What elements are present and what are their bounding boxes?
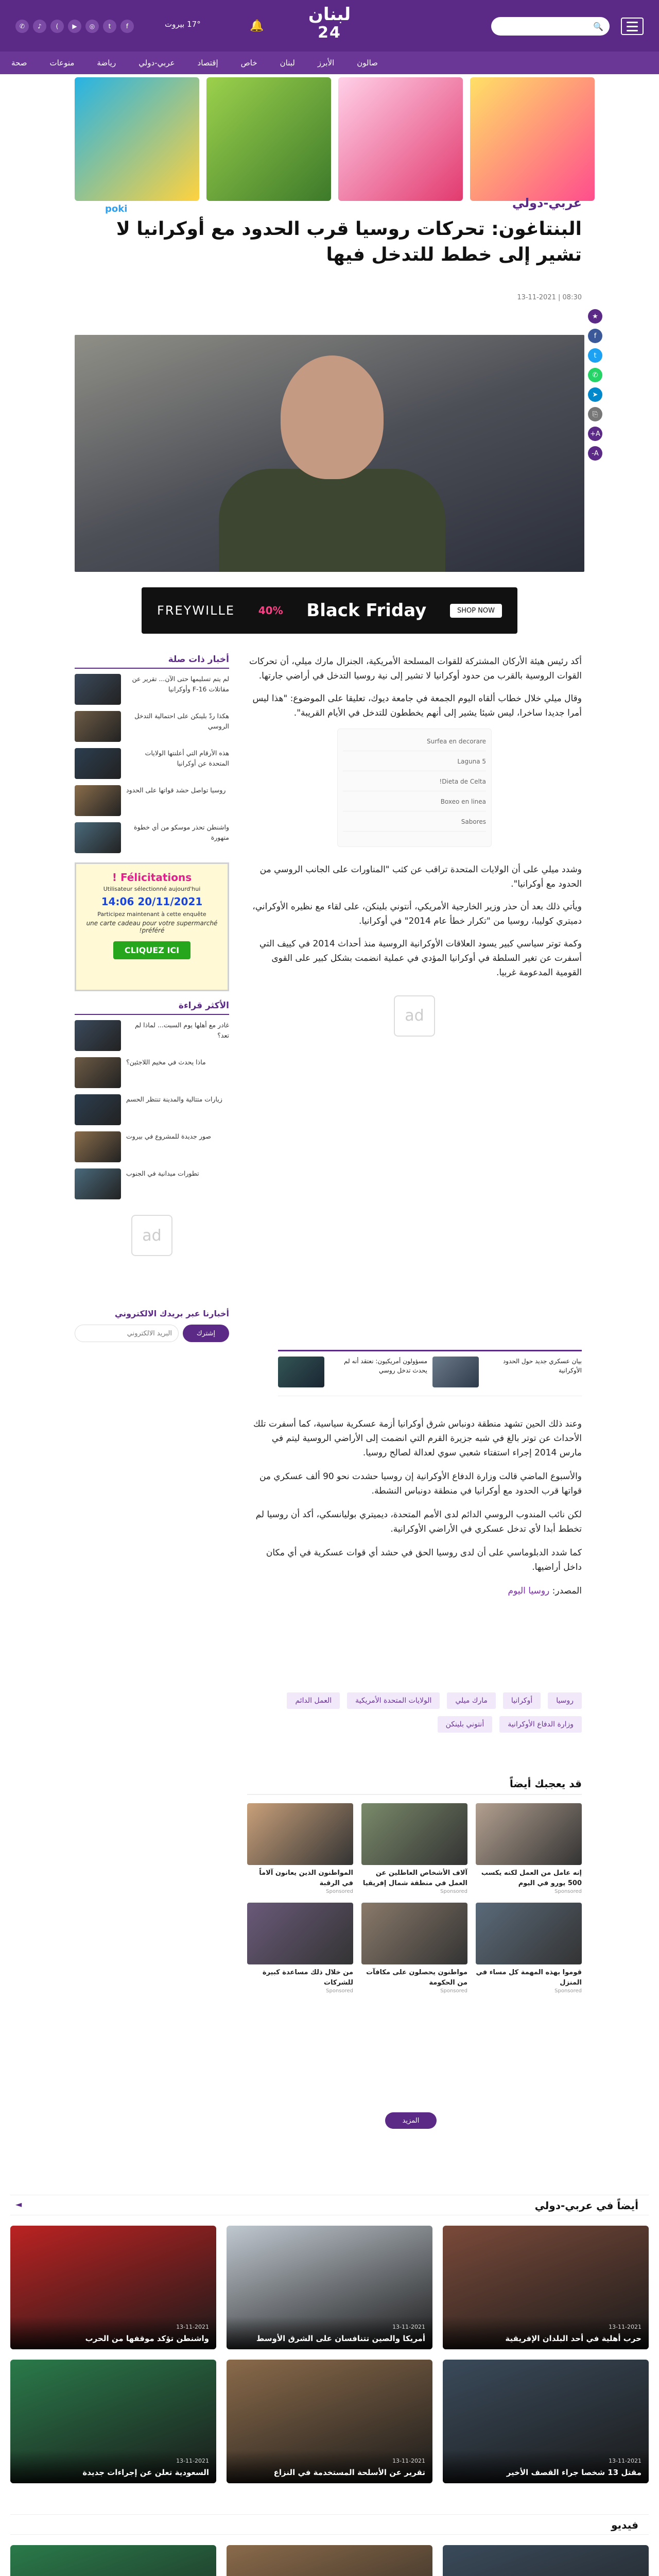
search-icon[interactable]: 🔍: [593, 21, 603, 31]
card-date: 13-11-2021: [176, 2324, 209, 2330]
more-button[interactable]: المزيد: [385, 2112, 437, 2129]
sidebar-item-title[interactable]: صور جديدة للمشروع في بيروت: [126, 1132, 211, 1140]
thumbnail[interactable]: [75, 822, 121, 853]
font-decrease-icon[interactable]: A-: [588, 446, 602, 461]
paragraph: أكد رئيس هيئة الأركان المشتركة للقوات المسلحة الأمريكية، الجنرال مارك ميلي، أن تحركات القوات الروسية بالقرب من حدود أوكرانيا لا تشير إلى نية روسيا التدخل في أراضي جارتها.: [249, 656, 582, 681]
nav-item[interactable]: منوعات: [49, 58, 75, 67]
video-section-header: فيديو: [10, 2514, 649, 2535]
card-image[interactable]: [247, 1903, 353, 1964]
card-date: 13-11-2021: [609, 2324, 641, 2330]
paragraph: وقال ميلي خلال خطاب ألقاه اليوم الجمعة في جامعة ديوك، تعليقا على الموضوع: "هذا ليس أمرا جديدا ساخرا، ليس شيئا يشير إلى أنهم يخططون للتدخل في الأيام القريبة".: [252, 693, 582, 718]
recommended-title: قد يعجبك أيضاً: [247, 1777, 582, 1795]
promo-ad[interactable]: [75, 862, 229, 991]
recommended-card[interactable]: [361, 1903, 467, 1994]
news-card[interactable]: [10, 2360, 216, 2483]
ad-tile[interactable]: [338, 77, 463, 201]
poki-logo[interactable]: poki: [105, 204, 128, 214]
related-box-item[interactable]: بيان عسكري جديد حول الحدود الأوكرانية: [432, 1357, 582, 1396]
youtube-icon[interactable]: ▶: [68, 20, 81, 33]
thumbnail[interactable]: [75, 785, 121, 816]
promo-button[interactable]: CLIQUEZ ICI: [113, 941, 190, 959]
nav-item[interactable]: إقتصاد: [197, 58, 218, 67]
top-bar: [0, 0, 659, 52]
card-image[interactable]: [476, 1803, 582, 1865]
ad-tile[interactable]: [470, 77, 595, 201]
recommended-card[interactable]: [476, 1903, 582, 1994]
ad-tile[interactable]: [75, 77, 199, 201]
sidebar: [75, 654, 229, 1272]
font-increase-icon[interactable]: A+: [588, 427, 602, 441]
source-link[interactable]: روسيا اليوم: [508, 1586, 550, 1596]
card-date: 13-11-2021: [609, 2458, 641, 2464]
banner-title: Black Friday: [306, 600, 427, 621]
card-title[interactable]: إنه عامل من العمل لكنه يكسب 500 يورو في اليوم: [481, 1869, 582, 1887]
sidebar-item[interactable]: [75, 1020, 229, 1051]
sidebar-item[interactable]: [75, 1057, 229, 1088]
sidebar-item[interactable]: [75, 785, 229, 816]
nav-item[interactable]: صحة: [11, 58, 27, 67]
sidebar-item[interactable]: [75, 711, 229, 742]
banner-shop-button[interactable]: SHOP NOW: [450, 604, 502, 618]
copy-link-icon[interactable]: ⎘: [588, 407, 602, 421]
recommended-card[interactable]: [361, 1803, 467, 1894]
email-field[interactable]: [75, 1325, 179, 1342]
bookmark-icon[interactable]: ★: [588, 309, 602, 324]
sidebar-item[interactable]: [75, 1168, 229, 1199]
tag[interactable]: أنتوني بلينكن: [438, 1716, 493, 1733]
nav-item[interactable]: رياضة: [97, 58, 116, 67]
whatsapp-icon[interactable]: ✆: [15, 20, 29, 33]
paragraph: وشدد ميلي على أن الولايات المتحدة تراقب عن كثب "المناورات على الجانب الروسي من الحدود مع أوكرانيا".: [259, 865, 582, 889]
card-image[interactable]: [361, 1803, 467, 1865]
thumbnail[interactable]: [75, 748, 121, 779]
sidebar-item[interactable]: [75, 748, 229, 779]
news-card[interactable]: [443, 2360, 649, 2483]
social-icons: [15, 20, 134, 33]
card-title[interactable]: واشنطن تؤكد موقفها من الحرب: [85, 2334, 209, 2343]
nav-item[interactable]: صالون: [357, 58, 378, 67]
ad-placeholder-icon: ad: [131, 1215, 172, 1256]
tiktok-icon[interactable]: ♪: [33, 20, 46, 33]
paragraph: والأسبوع الماضي قالت وزارة الدفاع الأوكرانية إن روسيا حشدت نحو 90 ألف عسكري من قواتها قرب الحدود مع أوكرانيا في منطقة دونباس النشطة.: [259, 1471, 582, 1496]
thumbnail[interactable]: [75, 1057, 121, 1088]
article-date: 08:30 | 13-11-2021: [517, 294, 582, 301]
card-image[interactable]: [247, 1803, 353, 1865]
tag[interactable]: وزارة الدفاع الأوكرانية: [499, 1716, 582, 1733]
sidebar-item[interactable]: [75, 1094, 229, 1125]
game-ad-row[interactable]: [75, 77, 595, 201]
sidebar-item-title[interactable]: غادر مع أهلها يوم السبت... لماذا لم تعد؟: [135, 1021, 229, 1039]
hero-image: [75, 335, 584, 572]
twitter-share-icon[interactable]: t: [588, 348, 602, 363]
recommended-card[interactable]: [476, 1803, 582, 1894]
rss-icon[interactable]: ): [50, 20, 64, 33]
paragraph: لكن نائب المندوب الروسي الدائم لدى الأمم المتحدة، ديميتري بوليانسكي، أكد أن روسيا لم تخطط أبدا لأي تدخل عسكري في الأراضي الأوكرانية.: [255, 1510, 582, 1534]
tag[interactable]: مارك ميلي: [447, 1692, 496, 1709]
facebook-icon[interactable]: f: [120, 20, 134, 33]
thumbnail[interactable]: [75, 674, 121, 705]
card-title[interactable]: من خلال ذلك مساعدة كبيرة للشركات: [262, 1969, 353, 1987]
paragraph: وكمة توتر سياسي كبير يسود العلاقات الأوكرانية الروسية منذ أحداث 2014 في كييف التي أسفرت عن تغير السلطة في أوكرانيا المؤدي في عملية انضمت بشكل كبير على القوى القومية المدعومة غربيا.: [259, 939, 582, 978]
card-source: Sponsored: [326, 1889, 353, 1894]
promo-text: Participez maintenant à cette enquête: [97, 911, 206, 918]
menu-icon[interactable]: [621, 18, 644, 35]
card-title[interactable]: قوموا بهذه المهمة كل مساء في المنزل: [476, 1969, 582, 1987]
card-title[interactable]: مواطنون يحصلون على مكافآت من الحكومة: [366, 1969, 467, 1987]
site-logo[interactable]: لبنان 24: [308, 4, 351, 42]
paragraph: كما شدد الدبلوماسي على أن لدى روسيا الحق في حشد أي قوات عسكرية في أي مكان داخل أراضيها.: [266, 1548, 582, 1572]
promo-title: Félicitations !: [112, 871, 192, 884]
video-card[interactable]: [443, 2545, 649, 2576]
card-title[interactable]: السعودية تعلن عن إجراءات جديدة: [82, 2468, 209, 2477]
card-title[interactable]: حرب أهلية في أحد البلدان الإفريقية: [505, 2334, 641, 2343]
thumbnail[interactable]: [75, 1131, 121, 1162]
paragraph: ويأتي ذلك بعد أن حذر وزير الخارجية الأمريكي، أنتوني بلينكن، على لقاء مع نظيره الأوكراني، دميتري كوليبا، روسيا من "تكرار خطأ عام 2014" في أوكرانيا.: [252, 902, 582, 926]
card-source: Sponsored: [440, 1988, 467, 1994]
tag[interactable]: أوكرانيا: [503, 1692, 541, 1709]
news-card[interactable]: [443, 2226, 649, 2349]
news-card[interactable]: [227, 2226, 432, 2349]
news-card[interactable]: [227, 2360, 432, 2483]
sidebar-item[interactable]: [75, 674, 229, 705]
banner-brand: FREYWILLE: [157, 603, 235, 618]
sidebar-item-title[interactable]: هذه الأرقام التي أعلنتها الولايات المتحدة عن أوكرانيا: [145, 749, 229, 767]
sidebar-item-title[interactable]: تطورات ميدانية في الجنوب: [126, 1170, 199, 1177]
article-body: [247, 654, 582, 1052]
sidebar-item-title[interactable]: هكذا ردّ بلينكن على احتمالية التدخل الروسي: [134, 712, 229, 730]
newsletter: [75, 1309, 229, 1342]
arrow-icon[interactable]: ◄: [15, 2199, 22, 2209]
tag[interactable]: الولايات المتحدة الأمريكية: [347, 1692, 440, 1709]
popular-title: الأكثر قراءة: [75, 1001, 229, 1015]
section-header: أيضاً في عربي-دولي ◄: [10, 2195, 649, 2215]
card-title[interactable]: مقتل 13 شخصا جراء القصف الأخير: [506, 2468, 641, 2477]
news-card[interactable]: [10, 2226, 216, 2349]
sidebar-item-title[interactable]: واشنطن تحذر موسكو من أي خطوة متهورة: [134, 823, 229, 841]
inline-ad[interactable]: Surfea en decorare Laguna 5 Dieta de Celta! Boxeo en linea Sabores: [337, 728, 492, 847]
card-title[interactable]: آلاف الأشخاص العاطلين عن العمل في منطقة شمال إفريقيا: [362, 1869, 467, 1887]
card-date: 13-11-2021: [392, 2458, 425, 2464]
card-title[interactable]: المواطنون الذين يعانون آلاماً في الرقبة: [259, 1869, 353, 1887]
tag[interactable]: روسيا: [548, 1692, 582, 1709]
sidebar-item[interactable]: [75, 822, 229, 853]
facebook-share-icon[interactable]: f: [588, 329, 602, 343]
card-date: 13-11-2021: [392, 2324, 425, 2330]
thumbnail[interactable]: [75, 1168, 121, 1199]
nav-item[interactable]: خاص: [240, 58, 257, 67]
section-label[interactable]: عربي-دولي: [512, 196, 582, 210]
thumbnail[interactable]: [75, 1020, 121, 1051]
card-date: 13-11-2021: [176, 2458, 209, 2464]
subscribe-button[interactable]: إشترك: [183, 1325, 229, 1342]
search-input[interactable]: [495, 23, 588, 30]
sidebar-item-title[interactable]: ماذا يحدث في مخيم اللاجئين؟: [126, 1058, 206, 1066]
share-tools: [587, 309, 602, 461]
promo-text: une carte cadeau pour votre supermarché préféré!: [86, 920, 218, 934]
card-image[interactable]: [361, 1903, 467, 1964]
related-title: أخبار ذات صلة: [75, 654, 229, 669]
main-nav: [0, 52, 659, 74]
search-box[interactable]: [491, 17, 610, 36]
paragraph: وعند ذلك الحين تشهد منطقة دونباس شرق أوكرانيا أزمة عسكرية سياسية، كما أسفرت تلك الأحداث عن توتر بالغ في شبه جزيرة القرم التي انضمت إلى الأراضي الروسية ليتم في مارس 2014 إجراء استفتاء شعبي سوي لعدالة لصالح روسيا.: [253, 1419, 582, 1458]
video-card[interactable]: [227, 2545, 432, 2576]
article-title: البنتاغون: تحركات روسيا قرب الحدود مع أوكرانيا لا تشير إلى خطط للتدخل فيها: [116, 218, 582, 265]
thumbnail[interactable]: [75, 711, 121, 742]
recommended-section: [247, 1777, 582, 1994]
promo-date: 20/11/2021 14:06: [101, 895, 203, 908]
telegram-share-icon[interactable]: ➤: [588, 387, 602, 402]
card-source: Sponsored: [554, 1988, 582, 1994]
sidebar-item-title[interactable]: زيارات متتالية والمدينة تنتظر الحسم: [126, 1095, 222, 1103]
freywille-banner[interactable]: [142, 587, 517, 634]
nav-item[interactable]: عربي-دولي: [138, 58, 175, 67]
nav-item[interactable]: الأبرز: [317, 58, 335, 67]
bell-icon[interactable]: 🔔: [250, 20, 264, 32]
twitter-icon[interactable]: t: [103, 20, 116, 33]
card-image[interactable]: [476, 1903, 582, 1964]
nav-item[interactable]: لبنان: [280, 58, 295, 67]
newsletter-title: أخبارنا عبر بريدك الالكتروني: [114, 1309, 229, 1318]
whatsapp-share-icon[interactable]: ✆: [588, 368, 602, 382]
article-body-continued: [247, 1417, 582, 1607]
card-source: Sponsored: [440, 1889, 467, 1894]
card-title[interactable]: تقرير عن الأسلحة المستخدمة في النزاع: [273, 2468, 425, 2477]
sidebar-item-title[interactable]: لم يتم تسليمها حتى الآن... تقرير عن مقاتلات F-16 وأوكرانيا: [132, 675, 229, 693]
video-card[interactable]: [10, 2545, 216, 2576]
also-in-section: [0, 2195, 659, 2576]
ad-tile[interactable]: [206, 77, 331, 201]
related-box-item[interactable]: مسؤولون أمريكيون: نعتقد أنه لم يحدث تدخل روسي: [278, 1357, 427, 1396]
card-source: Sponsored: [554, 1889, 582, 1894]
ad-placeholder-icon: ad: [394, 995, 435, 1037]
source-line: المصدر: روسيا اليوم: [508, 1586, 582, 1596]
tag-list: [247, 1692, 582, 1733]
banner-discount: 40%: [258, 604, 283, 617]
thumbnail[interactable]: [75, 1094, 121, 1125]
card-title[interactable]: أمريكا والصين تتنافسان على الشرق الأوسط: [256, 2334, 425, 2343]
weather-widget: 17° بيروت: [165, 20, 201, 29]
instagram-icon[interactable]: ◎: [85, 20, 99, 33]
recommended-card[interactable]: [247, 1803, 353, 1894]
sidebar-item[interactable]: [75, 1131, 229, 1162]
promo-text: Utilisateur sélectionné aujourd'hui: [103, 886, 201, 892]
card-source: Sponsored: [326, 1988, 353, 1994]
related-box: [278, 1350, 582, 1396]
tag[interactable]: العمل الدائم: [287, 1692, 340, 1709]
sidebar-item-title[interactable]: روسيا تواصل حشد قواتها على الحدود: [126, 786, 226, 794]
recommended-card[interactable]: [247, 1903, 353, 1994]
